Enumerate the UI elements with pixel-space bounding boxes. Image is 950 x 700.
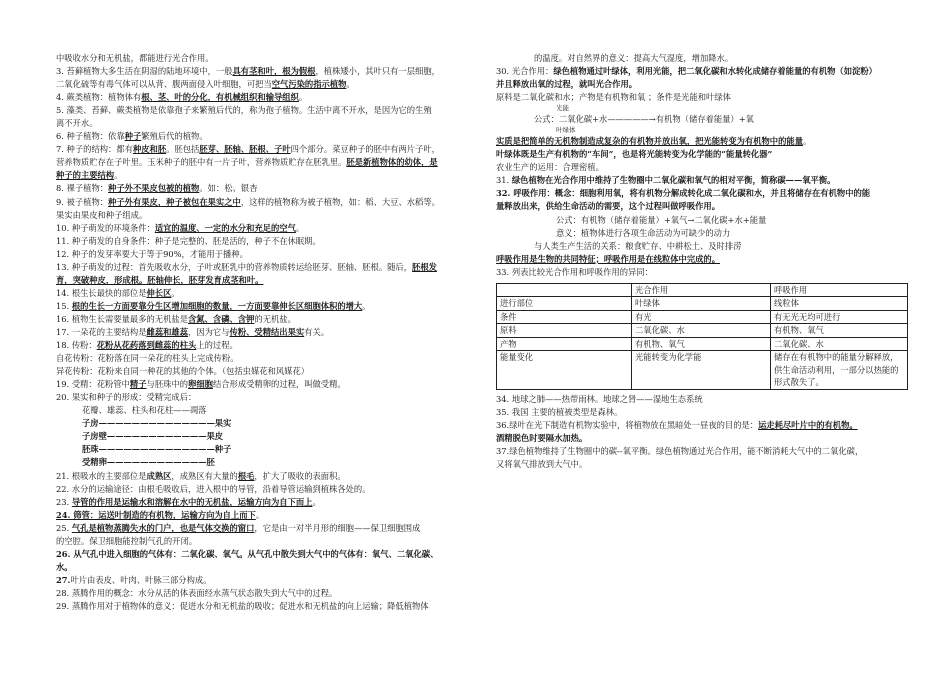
text-segment: ，这样的植物称为被子植物，如：稻、大豆、水稻等。 [240, 196, 440, 207]
text-segment: 上的过程。 [196, 340, 238, 351]
text-line [56, 91, 468, 104]
text-line [56, 196, 468, 209]
table-header-cell: 呼吸作用 [771, 283, 908, 297]
table-cell: 有光 [632, 310, 771, 324]
text-segment: 37.绿色植物维持了生物圈中的碳--氧平衡。绿色植物通过光合作用，能不断消耗大气中的二氧化碳， [496, 445, 864, 456]
text-segment: 具有茎和叶，根为假根 [232, 66, 316, 77]
text-segment: 。 [114, 170, 123, 181]
text-segment: 意义：植物体进行各项生命活动为可缺少的动力 [556, 227, 731, 238]
text-segment: 异花传粉：花粉来自同一种花的其他的个体。（包括虫媒花和风媒花） [56, 366, 310, 377]
text-segment: 精子 [129, 379, 147, 390]
text-line [56, 65, 468, 78]
text-line [56, 522, 468, 535]
text-segment: 二氧化硫等有毒气体可以从背、腹两面侵入叶细胞，可把当 [56, 79, 272, 90]
text-line [56, 248, 468, 261]
text-segment: ，植株矮小，其叶只有一层细胞， [315, 66, 440, 77]
text-line [496, 406, 906, 419]
text-segment: ，成熟区有大量的 [171, 470, 238, 481]
text-segment: 。 [171, 287, 180, 298]
text-segment: 叶片由表皮、叶肉、叶脉三部分构成。 [70, 574, 212, 585]
text-line [56, 365, 468, 378]
text-line [56, 235, 468, 248]
text-segment: 根毛 [237, 470, 255, 481]
text-line [56, 574, 468, 587]
text-line [496, 91, 906, 104]
text-line [496, 52, 906, 65]
table-cell: 进行部位 [497, 297, 632, 311]
text-segment: 自花传粉：花粉落在同一朵花的柱头上完成传粉。 [56, 353, 239, 364]
text-line [496, 187, 906, 200]
text-segment: 中吸收水分和无机盐，都能进行光合作用。 [56, 53, 214, 63]
text-line [56, 169, 468, 182]
text-line [56, 222, 468, 235]
text-line [496, 419, 906, 432]
text-line [496, 227, 906, 240]
text-segment: 16. 植物生长需要量最多的无机盐是 [56, 313, 188, 324]
text-line [496, 104, 906, 113]
text-segment: 种皮和胚 [132, 144, 167, 155]
text-line [56, 548, 468, 561]
text-segment: 。 [312, 496, 321, 507]
text-line [56, 52, 468, 65]
text-line [496, 240, 906, 253]
text-segment: 34. 地球之肺——热带雨林。地球之肾——湿地生态系统 [496, 393, 703, 404]
text-segment: 13. 种子萌发的过程：首先吸收水分，子叶或胚乳中的营养物质转运给胚芽、胚轴、胚根。随后， [56, 261, 413, 272]
comparison-table [496, 283, 908, 390]
text-line [496, 432, 906, 445]
text-line [496, 161, 906, 174]
text-segment: 种子的主要结构 [56, 170, 115, 181]
text-segment: 胚珠——————————————种子 [82, 444, 232, 455]
text-segment: 12. 种子的发芽率要大于等于90%，才能用于播种。 [56, 248, 248, 259]
text-line [496, 253, 906, 266]
text-segment: 离不开水。 [56, 118, 98, 129]
text-segment: 。 [255, 509, 265, 520]
text-segment: 传粉、受精结出果实 [229, 326, 305, 337]
text-segment: 种子外不果皮包被的植物 [108, 183, 200, 194]
table-cell: 原料 [497, 324, 632, 338]
table-cell: 条件 [497, 310, 632, 324]
text-line [56, 300, 468, 313]
text-segment: 水。 [56, 561, 73, 572]
left-column [56, 52, 468, 613]
text-segment: 农业生产的运用：合理密植。 [496, 162, 604, 173]
text-segment: 9. 被子植物： [56, 196, 109, 207]
text-segment: 成熟区 [146, 470, 172, 481]
text-line [496, 126, 906, 135]
text-line [56, 287, 468, 300]
text-line [56, 378, 468, 391]
text-line [56, 509, 468, 522]
text-line [496, 65, 906, 78]
text-segment: 种子 [124, 131, 142, 142]
text-segment: 26. 从气孔中进入细胞的气体有：二氧化碳、氧气。从气孔中散失到大气中的气体有：氧气、二氧化碳、 [56, 548, 439, 559]
text-line [496, 445, 906, 458]
text-line [496, 393, 906, 406]
text-line [496, 266, 906, 279]
text-line [56, 391, 468, 404]
text-line [56, 417, 468, 430]
table-cell: 产物 [497, 337, 632, 351]
text-segment: 25. [56, 522, 72, 533]
text-segment: 21. 根吸水的主要部位是 [56, 470, 147, 481]
text-segment: 5. 藻类、苔藓、蕨类植物是依靠孢子来繁殖后代的，称为孢子植物。生活中离不开水，是因为它的生殖 [56, 105, 432, 116]
text-line [496, 214, 906, 227]
text-segment: 适宜的温度、一定的水分和充足的空气 [154, 222, 296, 233]
text-segment: 营养物质贮存在子叶里。玉米种子的胚中有一片子叶，营养物质贮存在胚乳里。 [56, 157, 347, 168]
text-segment: ，因为它与 [188, 326, 230, 337]
text-segment: 31. [496, 175, 512, 186]
text-line [56, 470, 468, 483]
text-segment: 繁殖后代的植物。 [141, 131, 208, 142]
table-cell: 二氧化碳、水 [632, 324, 771, 338]
table-row [497, 297, 908, 311]
text-segment: 酒精脱色时要隔水加热。 [496, 432, 588, 443]
text-segment: 子房壁————————————果皮 [82, 431, 224, 442]
text-line [56, 274, 468, 287]
text-segment: 29. 蒸腾作用对于植物体的意义：促进水分和无机盐的吸收；促进水和无机盐的向上运输；降低植物体 [56, 600, 429, 611]
text-segment: ，它是由一对半月形的细胞——保卫细胞围成 [254, 522, 421, 533]
text-segment: 。胚包括 [166, 144, 200, 155]
text-segment: 11. 种子萌发的自身条件：种子是完整的、胚是活的，种子不在休眠期。 [56, 235, 321, 246]
text-segment: 花瓣、雄蕊、柱头和花柱——凋落 [82, 405, 207, 416]
text-segment: 并且释放出氧的过程，就叫光合作用。 [496, 79, 638, 90]
text-segment: 受精卵————————————胚 [82, 457, 215, 468]
text-line [496, 200, 906, 213]
text-segment: 导管的作用是运输水和溶解在水中的无机盐，运输方向为自下而上 [71, 496, 313, 507]
right-column [496, 52, 906, 471]
right-column-bottom [496, 393, 906, 471]
right-column-top [496, 52, 906, 279]
text-line [56, 339, 468, 352]
text-segment: 与胚珠中的 [146, 379, 189, 390]
text-segment: 气孔是植物蒸腾失水的门户，也是气体交换的窗口 [71, 522, 255, 533]
text-line [496, 458, 906, 471]
text-segment: 公式：有机物（储存着能量）+氧气→二氧化碳+水+能量 [556, 214, 767, 225]
text-segment: 雌蕊和雄蕊 [146, 326, 189, 337]
text-segment: 。 [803, 136, 812, 147]
text-segment: 运走耗尽叶片中的有机物。 [758, 419, 858, 430]
text-segment: 27. [56, 574, 71, 585]
text-line [56, 143, 468, 156]
table-header-cell: 光合作用 [632, 283, 771, 297]
text-segment: 18. 传粉： [56, 340, 97, 351]
text-segment: 有关。 [304, 326, 330, 337]
table-cell: 线粒体 [771, 297, 908, 311]
text-segment: 20. 果实和种子的形成：受精完成后： [56, 392, 197, 403]
text-line [496, 174, 906, 187]
text-segment: 又将氧气排放到大气中。 [496, 458, 588, 469]
text-segment: 的无机盐。 [254, 313, 296, 324]
text-segment: 胚根发 [412, 261, 437, 272]
text-segment: 3. 苔藓植物大多生活在阴湿的陆地环境中，一般 [56, 66, 233, 77]
text-segment: 。 [362, 300, 371, 311]
text-segment: 。 [346, 79, 355, 90]
text-line [496, 135, 906, 148]
text-segment: 公式：二氧化碳+水—————→有机物（储存着能量）+氧 [534, 114, 754, 125]
text-segment: 伸长区 [146, 287, 172, 298]
text-segment: ，扩大了吸收的表面积。 [254, 470, 346, 481]
text-segment: 6. 种子植物：依靠 [56, 131, 125, 142]
text-segment: 根、茎、叶的分化，有机械组织和输导组织 [141, 92, 299, 103]
text-segment: 24. 筛管：运送叶制造的有机物，运输方向为自上而下 [56, 509, 256, 520]
text-segment: 与人类生产生活的关系：粮食贮存、中耕松土、及时排涝 [534, 240, 742, 251]
table-header-cell [497, 283, 632, 297]
text-segment: 四个部分。菜豆种子的胚中有两片子叶， [290, 144, 440, 155]
text-segment: 8. 裸子植物： [56, 183, 109, 194]
table-row [497, 337, 908, 351]
text-segment: 空气污染的指示植物 [271, 79, 347, 90]
table-cell: 有机物、氧气 [632, 337, 771, 351]
text-segment: 绿色植物通过叶绿体，利用光能，把二氧化碳和水转化成储存着能量的有机物（如淀粉） [553, 66, 877, 77]
text-segment: 的温度。对自然界的意义：提高大气湿度，增加降水。 [534, 53, 734, 63]
text-segment: 4. 蕨类植物：植物体有 [56, 92, 142, 103]
text-line [56, 443, 468, 456]
table-cell: 有无光无均可进行 [771, 310, 908, 324]
text-line [496, 78, 906, 91]
text-line [56, 117, 468, 130]
table-row [497, 310, 908, 324]
text-line [56, 352, 468, 365]
table-row [497, 324, 908, 338]
text-segment: 原料是二氧化碳和水；产物是有机物和氧 ；条件是光能和叶绿体 [496, 92, 731, 103]
table-cell: 二氧化碳、水 [771, 337, 908, 351]
text-segment: 叶绿体既是生产有机物的“车间”，也是将光能转变为化学能的“能量转化器” [496, 149, 773, 160]
text-segment: 胚是新植物体的幼体，是 [346, 157, 438, 168]
text-line [56, 326, 468, 339]
text-segment: 36.绿叶在光下制造有机物实验中，将植物放在黑暗处一昼夜的目的是： [496, 419, 759, 430]
text-segment: 叶绿体 [556, 126, 576, 135]
text-line [56, 261, 468, 274]
text-line [56, 535, 468, 548]
text-segment: 果实由果皮和种子组成。 [56, 209, 148, 220]
text-segment: 7. 种子的结构：都有 [56, 144, 133, 155]
text-line [56, 404, 468, 417]
text-line [56, 483, 468, 496]
text-segment: 含氮、含磷、含钾 [188, 313, 255, 324]
table-cell: 能量变化 [497, 351, 632, 390]
table-header-row [497, 283, 908, 297]
text-segment: 15. [56, 300, 72, 311]
text-segment: 14. 根生长最快的部位是 [56, 287, 147, 298]
text-segment: 。 [298, 92, 308, 103]
text-segment: 19. 受精：花粉管中 [56, 379, 130, 390]
text-segment: 胚芽、胚轴、胚根、子叶 [199, 144, 291, 155]
table-row [497, 351, 908, 390]
text-segment: 33. 列表比较光合作用和呼吸作用的异同： [496, 266, 653, 277]
text-line [496, 148, 906, 161]
text-line [56, 78, 468, 91]
text-segment: 28. 蒸腾作用的概念：水分从活的体表面经水蒸气状态散失到大气中的过程。 [56, 587, 338, 598]
text-segment: 育，突破种皮，形成根。胚轴伸长，胚芽发育成茎和叶。 [56, 274, 264, 285]
text-segment: 17. 一朵花的主要结构是 [56, 326, 147, 337]
text-line [56, 313, 468, 326]
text-line [56, 209, 468, 222]
table-cell: 储存在有机物中的能量分解释放，供生命活动利用，一部分以热能的形式散失了。 [771, 351, 908, 390]
text-line [56, 600, 468, 613]
text-segment: 绿色植物在光合作用中维持了生物圈中二氧化碳和氧气的相对平衡，简称碳——氧平衡。 [511, 175, 836, 186]
text-segment: 35. 我国 主要的植被类型是森林。 [496, 406, 623, 417]
text-segment: 卵细胞 [188, 379, 213, 390]
text-line [56, 130, 468, 143]
text-segment: 23. [56, 496, 72, 507]
text-line [56, 456, 468, 469]
text-segment: 的空腔。保卫细胞能控制气孔的开闭。 [56, 535, 198, 546]
text-segment: 实质是把简单的无机物制造成复杂的有机物并放出氧，把光能转变为有机物中的能量 [496, 136, 803, 147]
text-segment: 根的生长一方面要靠分生区增加细胞的数量，一方面要靠伸长区细胞体积的增大 [71, 300, 363, 311]
text-segment: 。如：松、银杏 [199, 183, 258, 194]
text-segment: 光能 [556, 104, 569, 113]
text-segment: 种子外有果皮，种子被包在果实之中 [108, 196, 241, 207]
text-segment: 10. 种子萌发的环境条件： [56, 222, 155, 233]
text-segment: 量释放出来，供给生命活动的需要，这个过程叫做呼吸作用。 [496, 201, 721, 212]
text-line [56, 561, 468, 574]
text-line [56, 182, 468, 195]
text-segment: 32. 呼吸作用：概念：细胞利用氧，将有机物分解成转化成二氧化碳和水，并且将储存在有机物中的能 [496, 188, 871, 199]
text-segment: 子房——————————————果实 [82, 418, 232, 429]
text-segment: 22. 水分的运输途径：由根毛吸收后，进入根中的导管，沿着导管运输到植株各处的。 [56, 483, 371, 494]
text-line [56, 587, 468, 600]
table-cell: 有机物、氧气 [771, 324, 908, 338]
table-cell: 叶绿体 [632, 297, 771, 311]
text-segment: 。 [295, 222, 305, 233]
text-segment: 30. 光合作用： [496, 66, 554, 77]
text-line [56, 156, 468, 169]
text-line [56, 104, 468, 117]
text-segment: 花粉从花药落到雌蕊的柱头 [96, 340, 197, 351]
text-segment: 呼吸作用是生物的共同特征；呼吸作用是在线粒体中完成的。 [496, 253, 721, 264]
text-line [56, 430, 468, 443]
text-line [56, 496, 468, 509]
text-line [496, 113, 906, 126]
text-segment: 结合形成受精卵的过程，叫做受精。 [212, 379, 346, 390]
table-cell: 光能转变为化学能 [632, 351, 771, 390]
